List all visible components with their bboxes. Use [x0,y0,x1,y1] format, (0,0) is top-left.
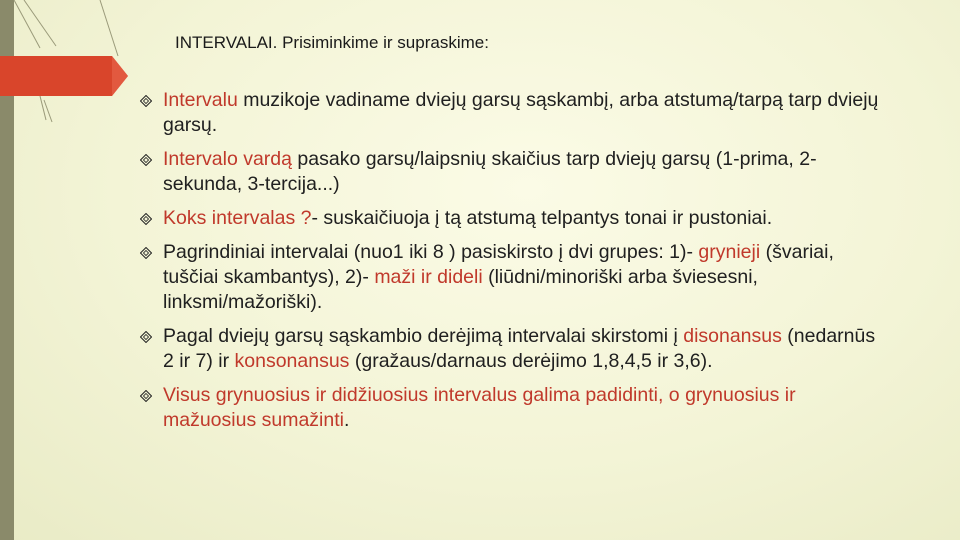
highlighted-text: grynieji [698,241,761,263]
bullet-text: (gražaus/darnaus derėjimo 1,8,4,5 ir 3,6). [349,350,713,372]
bullet-text: pasako garsų/laipsnių skaičius tarp dviejų garsų (1-prima, 2-sekunda, 3-tercija...) [163,148,817,195]
highlighted-text: Koks intervalas ? [163,207,312,229]
diamond-icon [140,213,152,225]
slide-title: INTERVALAI. Prisiminkime ir supraskime: [175,33,489,52]
bullet-text: - suskaičiuoja į tą atstumą telpantys tonai ir pustoniai. [311,207,773,229]
bullet-text: . [343,409,350,431]
bullet-item [140,147,890,197]
highlighted-text: disonansus [683,325,782,347]
decorative-lines [0,0,160,540]
bullet-item [140,240,890,315]
highlighted-text: maži ir dideli [374,266,483,288]
bullet-item [140,206,890,231]
bullet-text: Pagrindiniai intervalai (nuo1 iki 8 ) pasiskirsto į dvi grupes: 1)- [163,241,699,263]
bullet-text: (nedarnūs 2 ir 7) ir [163,325,876,372]
bullet-text: (liūdni/minoriški arba šviesesni, linksmi/mažoriški). [163,266,758,313]
diamond-icon [140,95,152,107]
highlighted-text: konsonansus [234,350,350,372]
red-banner-shape [0,56,128,96]
bullet-item [140,324,890,374]
diamond-icon [140,154,152,166]
bullet-text: (švariai, tuščiai skambantys), 2)- [163,241,834,288]
diamond-icon [140,390,152,402]
highlighted-text: Visus grynuosius ir didžiuosius intervalus galima padidinti, o grynuosius ir mažuosius sumažinti [163,384,796,431]
bullet-list [140,88,890,442]
highlighted-text: Intervalo vardą [163,148,292,170]
bullet-item [140,383,890,433]
highlighted-text: Intervalu [163,89,244,111]
bullet-text: Pagal dviejų garsų sąskambio derėjimą intervalai skirstomi į [163,325,684,347]
bullet-item [140,88,890,138]
diamond-icon [140,331,152,343]
diamond-icon [140,247,152,259]
bullet-text: muzikoje vadiname dviejų garsų sąskambį, arba atstumą/tarpą tarp dviejų garsų. [163,89,879,136]
